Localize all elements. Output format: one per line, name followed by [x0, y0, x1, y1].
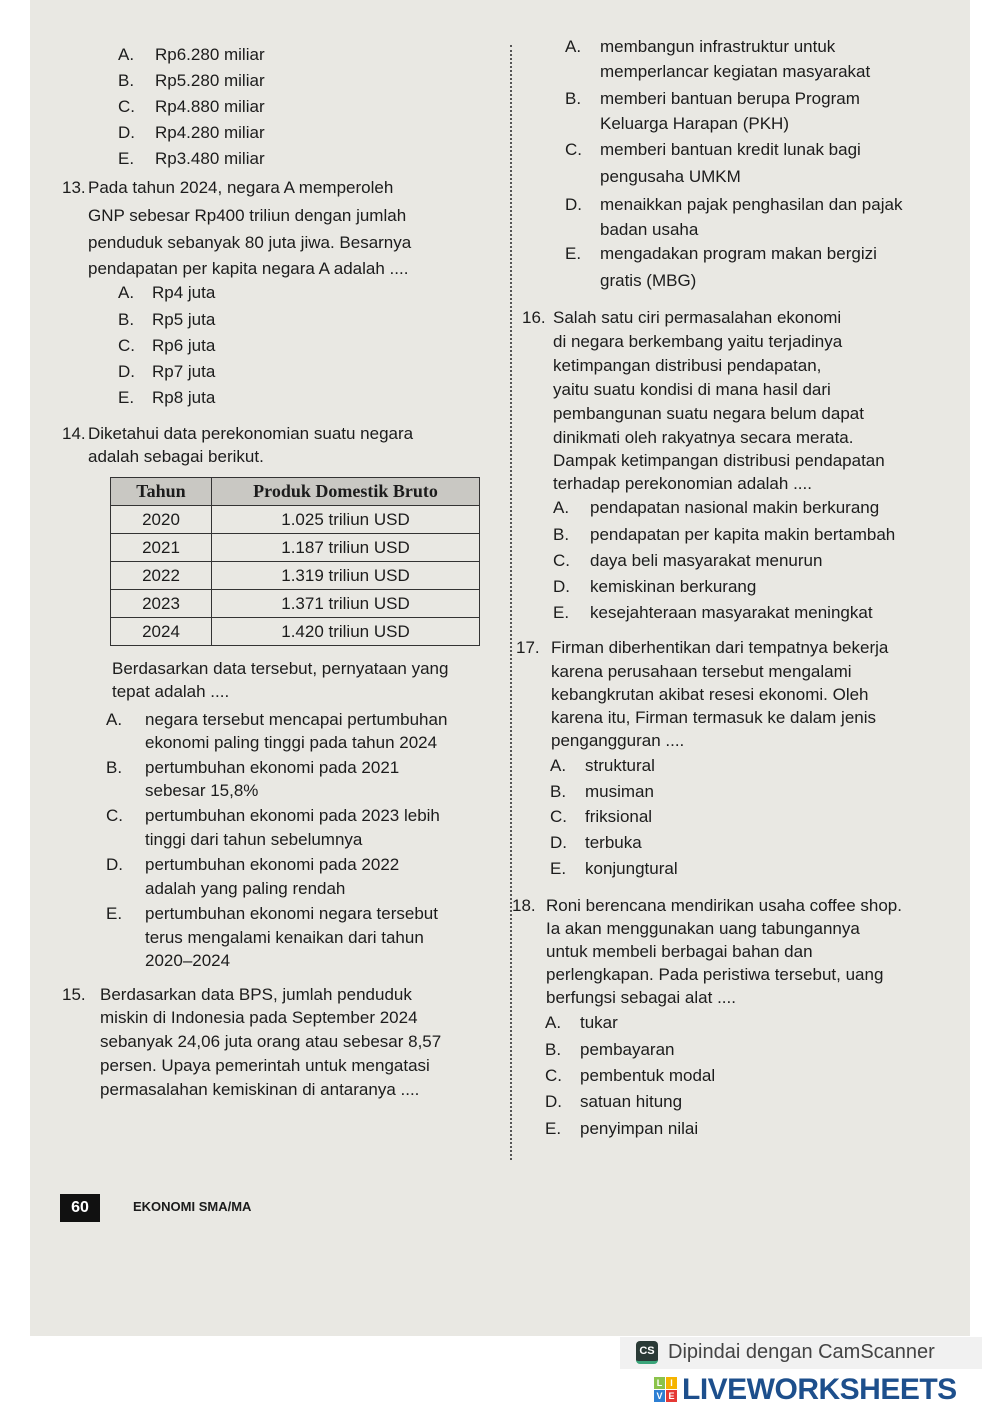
option-text[interactable]: tukar	[580, 1013, 618, 1032]
table-row	[111, 562, 480, 590]
question-text: kebangkrutan akibat resesi ekonomi. Oleh	[551, 685, 869, 704]
option-letter[interactable]: D.	[545, 1092, 562, 1111]
option-text[interactable]: kemiskinan berkurang	[590, 577, 757, 596]
option-text[interactable]: Rp4.280 miliar	[155, 123, 265, 142]
option-text[interactable]: Rp3.480 miliar	[155, 149, 265, 168]
option-text[interactable]: memberi bantuan kredit lunak bagi	[600, 140, 861, 159]
question-number: 15.	[62, 985, 86, 1004]
option-text[interactable]: Rp7 juta	[152, 362, 216, 381]
option-letter[interactable]: E.	[565, 244, 582, 263]
option-text[interactable]: pertumbuhan ekonomi pada 2021	[145, 758, 400, 777]
option-letter[interactable]: E.	[553, 603, 570, 622]
option-text[interactable]: struktural	[585, 756, 655, 775]
option-text[interactable]: Rp5 juta	[152, 310, 216, 329]
logo-letter: E	[666, 1390, 677, 1402]
question-text: permasalahan kemiskinan di antaranya ....	[100, 1080, 420, 1099]
question-text: di negara berkembang yaitu terjadinya	[553, 332, 843, 351]
option-text[interactable]: negara tersebut mencapai pertumbuhan	[145, 710, 448, 729]
option-text[interactable]: terus mengalami kenaikan dari tahun	[145, 928, 424, 947]
option-text[interactable]: Keluarga Harapan (PKH)	[600, 114, 789, 133]
question-text: pengangguran ....	[551, 731, 685, 750]
year-cell: 2023	[111, 590, 212, 618]
option-letter[interactable]: A.	[553, 498, 570, 517]
table-header-row	[111, 478, 480, 506]
question-text: ketimpangan distribusi pendapatan,	[553, 356, 822, 375]
year-cell: 2022	[111, 562, 212, 590]
year-cell: 2024	[111, 618, 212, 646]
table-row	[111, 534, 480, 562]
option-text[interactable]: pembentuk modal	[580, 1066, 716, 1085]
option-text[interactable]: tinggi dari tahun sebelumnya	[145, 830, 363, 849]
option-letter[interactable]: A.	[550, 756, 567, 775]
gdp-cell: 1.025 triliun USD	[212, 506, 480, 534]
option-letter[interactable]: C.	[545, 1066, 562, 1085]
option-text[interactable]: penyimpan nilai	[580, 1119, 699, 1138]
option-letter[interactable]: B.	[118, 310, 135, 329]
option-letter[interactable]: E.	[118, 149, 135, 168]
option-letter[interactable]: D.	[118, 362, 135, 381]
option-letter[interactable]: A.	[545, 1013, 562, 1032]
option-letter[interactable]: E.	[106, 904, 123, 923]
option-text[interactable]: Rp6 juta	[152, 336, 216, 355]
option-text[interactable]: mengadakan program makan bergizi	[600, 244, 877, 263]
question-number: 18.	[512, 896, 536, 915]
option-text[interactable]: pengusaha UMKM	[600, 167, 741, 186]
gdp-cell: 1.371 triliun USD	[212, 590, 480, 618]
option-text[interactable]: pembayaran	[580, 1040, 675, 1059]
question-text: yaitu suatu kondisi di mana hasil dari	[553, 380, 831, 399]
option-text[interactable]: satuan hitung	[580, 1092, 683, 1111]
option-text[interactable]: friksional	[585, 807, 653, 826]
question-text: adalah sebagai berikut.	[88, 447, 264, 466]
option-letter[interactable]: B.	[553, 525, 570, 544]
gdp-table	[110, 477, 480, 646]
question-text: pendapatan per kapita negara A adalah ....	[88, 259, 409, 278]
option-text[interactable]: gratis (MBG)	[600, 271, 697, 290]
option-letter[interactable]: C.	[106, 806, 123, 825]
option-letter[interactable]: B.	[118, 71, 135, 90]
option-letter[interactable]: A.	[106, 710, 123, 729]
option-text[interactable]: pertumbuhan ekonomi pada 2022	[145, 855, 400, 874]
option-letter[interactable]: D.	[106, 855, 123, 874]
option-letter[interactable]: C.	[550, 807, 567, 826]
question-text: Pada tahun 2024, negara A memperoleh	[88, 178, 394, 197]
logo-letter: L	[654, 1377, 665, 1389]
option-letter[interactable]: C.	[118, 97, 135, 116]
logo-letter: I	[666, 1377, 677, 1389]
option-text[interactable]: musiman	[585, 782, 654, 801]
option-text[interactable]: 2020–2024	[145, 951, 231, 970]
option-letter[interactable]: A.	[565, 37, 582, 56]
option-letter[interactable]: D.	[553, 577, 570, 596]
option-text[interactable]: sebesar 15,8%	[145, 781, 259, 800]
logo-letter: V	[654, 1390, 665, 1402]
option-text[interactable]: menaikkan pajak penghasilan dan pajak	[600, 195, 903, 214]
option-text[interactable]: pertumbuhan ekonomi pada 2023 lebih	[145, 806, 440, 825]
question-text: sebanyak 24,06 juta orang atau sebesar 8,57	[100, 1032, 442, 1051]
option-text[interactable]: pendapatan per kapita makin bertambah	[590, 525, 896, 544]
option-letter[interactable]: D.	[550, 833, 567, 852]
question-text: Berdasarkan data tersebut, pernyataan yang	[112, 659, 449, 678]
question-text: perlengkapan. Pada peristiwa tersebut, uang	[546, 965, 884, 984]
question-text: karena itu, Firman termasuk ke dalam jenis	[551, 708, 877, 727]
book-title: EKONOMI SMA/MA	[133, 1199, 252, 1214]
liveworksheets-wordmark: LIVEWORKSHEETS	[682, 1373, 957, 1406]
question-text: terhadap perekonomian adalah ....	[553, 474, 812, 493]
question-text: persen. Upaya pemerintah untuk mengatasi	[100, 1056, 430, 1075]
question-number: 16.	[522, 308, 546, 327]
question-text: untuk membeli berbagai bahan dan	[546, 942, 813, 961]
question-text: dinikmati oleh rakyatnya secara merata.	[553, 428, 854, 447]
option-letter[interactable]: B.	[565, 89, 582, 108]
option-text[interactable]: Rp4 juta	[152, 283, 216, 302]
option-text[interactable]: Rp6.280 miliar	[155, 45, 265, 64]
table-row	[111, 618, 480, 646]
option-text[interactable]: Rp8 juta	[152, 388, 216, 407]
gdp-cell: 1.187 triliun USD	[212, 534, 480, 562]
question-text: karena perusahaan tersebut mengalami	[551, 662, 852, 681]
question-number: 14.	[62, 424, 86, 443]
question-text: Dampak ketimpangan distribusi pendapatan	[553, 451, 885, 470]
question-number: 17.	[516, 638, 540, 657]
option-text[interactable]: memperlancar kegiatan masyarakat	[600, 62, 871, 81]
year-cell: 2020	[111, 506, 212, 534]
option-letter[interactable]: D.	[565, 195, 582, 214]
camscanner-icon: CS	[636, 1341, 658, 1364]
option-text[interactable]: konjungtural	[585, 859, 678, 878]
question-text: tepat adalah ....	[112, 682, 230, 701]
table-header: Produk Domestik Bruto	[212, 478, 480, 506]
page-number: 60	[60, 1194, 100, 1222]
question-text: berfungsi sebagai alat ....	[546, 988, 736, 1007]
option-text[interactable]: membangun infrastruktur untuk	[600, 37, 836, 56]
question-text: penduduk sebanyak 80 juta jiwa. Besarnya	[88, 233, 412, 252]
gdp-cell: 1.319 triliun USD	[212, 562, 480, 590]
option-letter[interactable]: B.	[545, 1040, 562, 1059]
question-text: Salah satu ciri permasalahan ekonomi	[553, 308, 842, 327]
option-letter[interactable]: A.	[118, 45, 135, 64]
question-text: Berdasarkan data BPS, jumlah penduduk	[100, 985, 412, 1004]
question-text: miskin di Indonesia pada September 2024	[100, 1008, 418, 1027]
option-text[interactable]: ekonomi paling tinggi pada tahun 2024	[145, 733, 438, 752]
option-letter[interactable]: C.	[553, 551, 570, 570]
option-letter[interactable]: A.	[118, 283, 135, 302]
option-letter[interactable]: C.	[118, 336, 135, 355]
option-letter[interactable]: E.	[550, 859, 567, 878]
column-divider	[510, 45, 512, 1160]
option-text[interactable]: memberi bantuan berupa Program	[600, 89, 860, 108]
question-text: Ia akan menggunakan uang tabungannya	[546, 919, 860, 938]
option-text[interactable]: badan usaha	[600, 220, 699, 239]
table-header: Tahun	[111, 478, 212, 506]
table-row	[111, 590, 480, 618]
option-text[interactable]: terbuka	[585, 833, 642, 852]
option-letter[interactable]: B.	[106, 758, 123, 777]
camscanner-text: Dipindai dengan CamScanner	[668, 1341, 935, 1363]
option-letter[interactable]: E.	[545, 1119, 562, 1138]
liveworksheets-logo-icon	[654, 1377, 678, 1403]
question-text: Firman diberhentikan dari tempatnya bekerja	[551, 638, 889, 657]
question-text: Roni berencana mendirikan usaha coffee shop.	[546, 896, 902, 915]
gdp-cell: 1.420 triliun USD	[212, 618, 480, 646]
option-letter[interactable]: C.	[565, 140, 582, 159]
table-row	[111, 506, 480, 534]
option-text[interactable]: adalah yang paling rendah	[145, 879, 346, 898]
option-text[interactable]: pendapatan nasional makin berkurang	[590, 498, 880, 517]
question-text: pembangunan suatu negara belum dapat	[553, 404, 864, 423]
question-text: GNP sebesar Rp400 triliun dengan jumlah	[88, 206, 407, 225]
year-cell: 2021	[111, 534, 212, 562]
option-text[interactable]: pertumbuhan ekonomi negara tersebut	[145, 904, 438, 923]
question-text: Diketahui data perekonomian suatu negara	[88, 424, 414, 443]
option-letter[interactable]: D.	[118, 123, 135, 142]
option-text[interactable]: Rp4.880 miliar	[155, 97, 265, 116]
option-text[interactable]: Rp5.280 miliar	[155, 71, 265, 90]
option-text[interactable]: daya beli masyarakat menurun	[590, 551, 823, 570]
question-number: 13.	[62, 178, 86, 197]
option-letter[interactable]: B.	[550, 782, 567, 801]
option-letter[interactable]: E.	[118, 388, 135, 407]
option-text[interactable]: kesejahteraan masyarakat meningkat	[590, 603, 873, 622]
